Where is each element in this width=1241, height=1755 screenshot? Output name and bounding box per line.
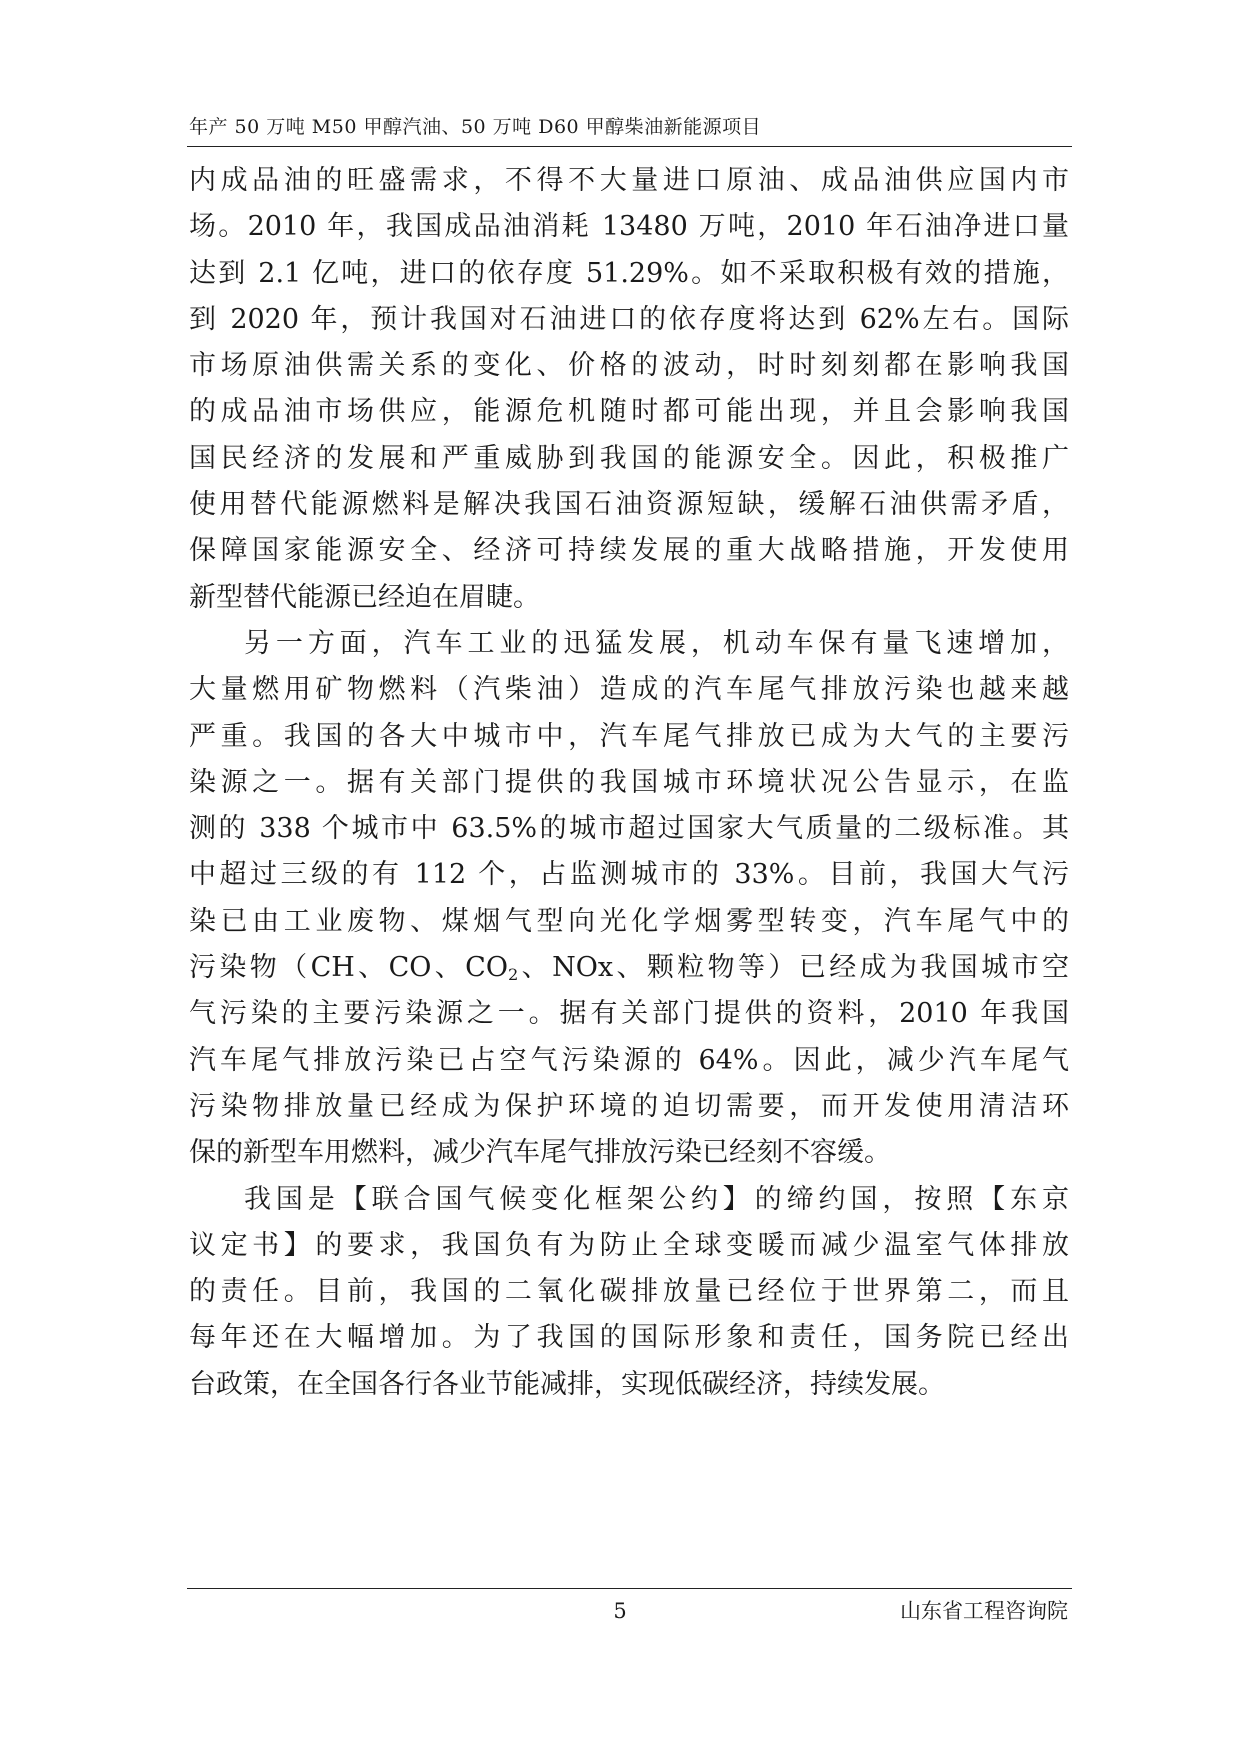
- text-line: 场。2010 年，我国成品油消耗 13480 万吨，2010 年石油净进口量: [189, 211, 1069, 243]
- text-line: 汽车尾气排放污染已占空气污染源的 64%。因此，减少汽车尾气: [189, 1044, 1069, 1076]
- subscript-two: 2: [507, 965, 519, 985]
- text-line: 染源之一。据有关部门提供的我国城市环境状况公告显示，在监: [189, 766, 1069, 798]
- text-line: 的责任。目前，我国的二氧化碳排放量已经位于世界第二，而且: [189, 1276, 1069, 1308]
- text-line: 新型替代能源已经迫在眉睫。: [189, 581, 540, 613]
- paragraph-start-line: 我国是【联合国气候变化框架公约】的缔约国，按照【东京: [244, 1183, 1069, 1215]
- text-line: 台政策，在全国各行各业节能减排，实现低碳经济，持续发展。: [189, 1368, 945, 1400]
- text-line: 内成品油的旺盛需求，不得不大量进口原油、成品油供应国内市: [189, 165, 1069, 196]
- text-line: 达到 2.1 亿吨，进口的依存度 51.29%。如不采取积极有效的措施，: [189, 257, 1069, 289]
- text-line: 使用替代能源燃料是解决我国石油资源短缺，缓解石油供需矛盾，: [189, 489, 1069, 521]
- text-line: 国民经济的发展和严重威胁到我国的能源安全。因此，积极推广: [189, 442, 1069, 474]
- paragraph-start-line: 另一方面，汽车工业的迅猛发展，机动车保有量飞速增加，: [244, 627, 1069, 659]
- text-line: 污染物排放量已经成为保护环境的迫切需要，而开发使用清洁环: [189, 1090, 1069, 1122]
- text-line: 大量燃用矿物燃料（汽柴油）造成的汽车尾气排放污染也越来越: [189, 674, 1069, 706]
- body-text: [189, 158, 1069, 1408]
- page-header-title: 年产 50 万吨 M50 甲醇汽油、50 万吨 D60 甲醇柴油新能源项目: [189, 116, 762, 138]
- text-line-with-subscript: [189, 945, 1069, 991]
- text-line: 每年还在大幅增加。为了我国的国际形象和责任，国务院已经出: [189, 1322, 1069, 1354]
- text-line: 到 2020 年，预计我国对石油进口的依存度将达到 62%左右。国际: [189, 303, 1069, 335]
- text-line: 保的新型车用燃料，减少汽车尾气排放污染已经刻不容缓。: [189, 1137, 891, 1169]
- text-line: 保障国家能源安全、经济可持续发展的重大战略措施，开发使用: [189, 535, 1069, 567]
- text-line: 的成品油市场供应，能源危机随时都可能出现，并且会影响我国: [189, 396, 1069, 428]
- text-line: 中超过三级的有 112 个，占监测城市的 33%。目前，我国大气污: [189, 859, 1069, 891]
- text-segment: 污染物（CH、CO、CO: [189, 952, 508, 984]
- header-divider: [187, 146, 1072, 147]
- text-line: 测的 338 个城市中 63.5%的城市超过国家大气质量的二级标准。其: [189, 813, 1069, 845]
- organization-name: 山东省工程咨询院: [900, 1599, 1068, 1623]
- page-number: 5: [613, 1599, 627, 1623]
- text-line: 市场原油供需关系的变化、价格的波动，时时刻刻都在影响我国: [189, 350, 1069, 382]
- text-line: 气污染的主要污染源之一。据有关部门提供的资料，2010 年我国: [189, 998, 1069, 1030]
- text-line: 严重。我国的各大中城市中，汽车尾气排放已成为大气的主要污: [189, 720, 1069, 752]
- footer-divider: [187, 1588, 1072, 1589]
- text-line: 议定书】的要求，我国负有为防止全球变暖而减少温室气体排放: [189, 1229, 1069, 1261]
- text-segment: 、NOx、颗粒物等）已经成为我国城市空: [518, 952, 1069, 984]
- text-line: 染已由工业废物、煤烟气型向光化学烟雾型转变，汽车尾气中的: [189, 905, 1069, 937]
